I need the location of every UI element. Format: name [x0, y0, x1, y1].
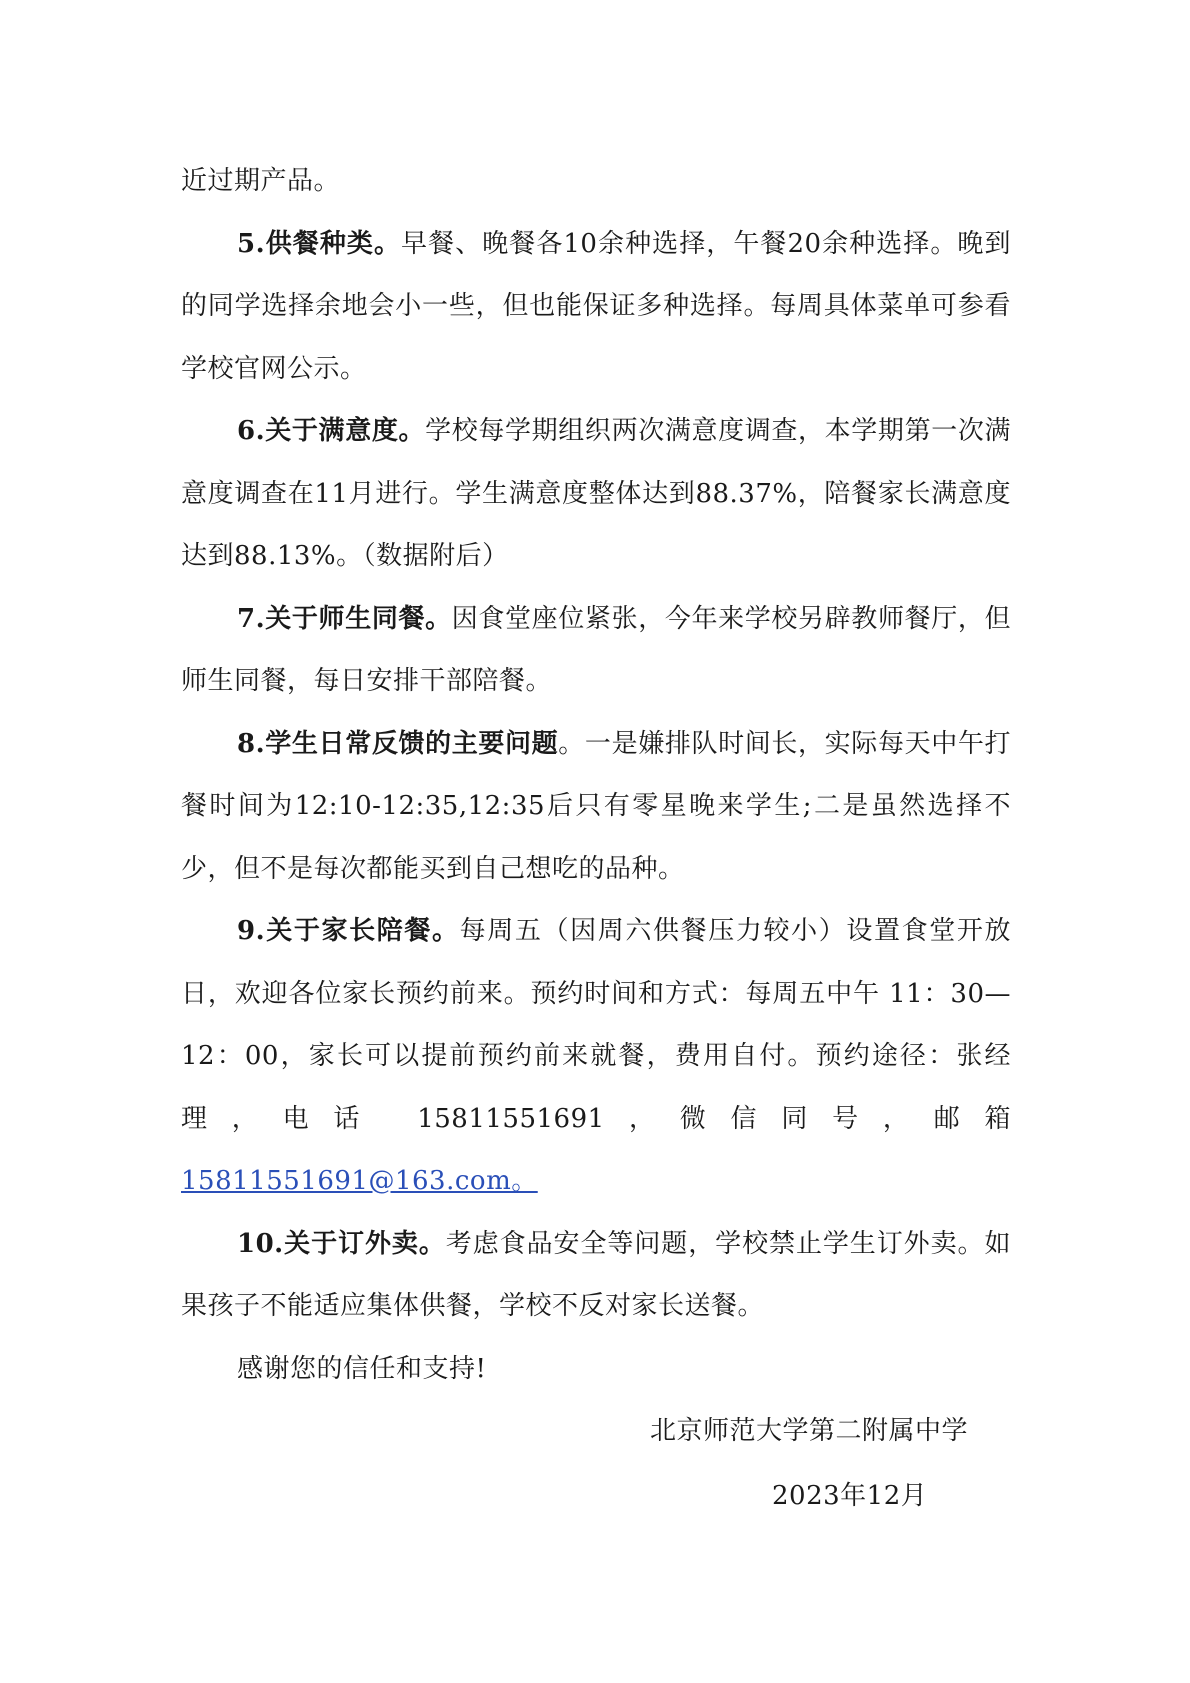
item-5-paragraph [181, 213, 1011, 401]
item-7-body: 因食堂座位紧张，今年来学校另辟教师餐厅，但师生同餐，每日安排干部陪餐。 [181, 603, 1011, 696]
item-6-body: 学校每学期组织两次满意度调查，本学期第一次满意度调查在11月进行。学生满意度整体达到88.37%，陪餐家长满意度达到88.13%。（数据附后） [181, 416, 1011, 571]
item-5-heading: 5.供餐种类。 [237, 228, 402, 259]
item-5-body: 早餐、晚餐各10余种选择，午餐20余种选择。晚到的同学选择余地会小一些，但也能保证多种选择。每周具体菜单可参看学校官网公示。 [181, 228, 1011, 384]
intro-fragment-text: 近过期产品。 [181, 166, 341, 196]
item-9-body: 每周五（因周六供餐压力较小）设置食堂开放日，欢迎各位家长预约前来。预约时间和方式：每周五中午 11：30—12：00，家长可以提前预约前来就餐，费用自付。预约途径：张经理，电话 15811551691，微信同号，邮箱 [181, 916, 1011, 1134]
closing-text: 感谢您的信任和支持! [237, 1353, 487, 1384]
signature-date-text: 2023年12月 [772, 1481, 928, 1511]
item-10-heading: 10.关于订外卖。 [237, 1228, 446, 1259]
item-6-heading: 6.关于满意度。 [237, 416, 426, 446]
item-8-paragraph [181, 713, 1011, 901]
item-10-paragraph [181, 1213, 1011, 1338]
item-6-paragraph [181, 400, 1011, 588]
item-9-heading: 9.关于家长陪餐。 [237, 916, 460, 946]
item-7-heading: 7.关于师生同餐。 [237, 603, 452, 634]
item-9-paragraph [181, 900, 1011, 1213]
document-body [181, 150, 1011, 1400]
email-link[interactable]: 15811551691@163.com。 [181, 1166, 538, 1196]
closing-paragraph [181, 1338, 1011, 1401]
item-7-paragraph [181, 588, 1011, 713]
item-8-body: 。一是嫌排队时间长，实际每天中午打餐时间为12:10-12:35,12:35后只有零星晚来学生;二是虽然选择不少，但不是每次都能买到自己想吃的品种。 [181, 728, 1011, 884]
item-10-body: 考虑食品安全等问题，学校禁止学生订外卖。如果孩子不能适应集体供餐，学校不反对家长送餐。 [181, 1228, 1011, 1321]
signature-organization-text: 北京师范大学第二附属中学 [650, 1416, 969, 1446]
item-8-heading: 8.学生日常反馈的主要问题 [237, 728, 559, 759]
intro-fragment [181, 150, 1011, 213]
